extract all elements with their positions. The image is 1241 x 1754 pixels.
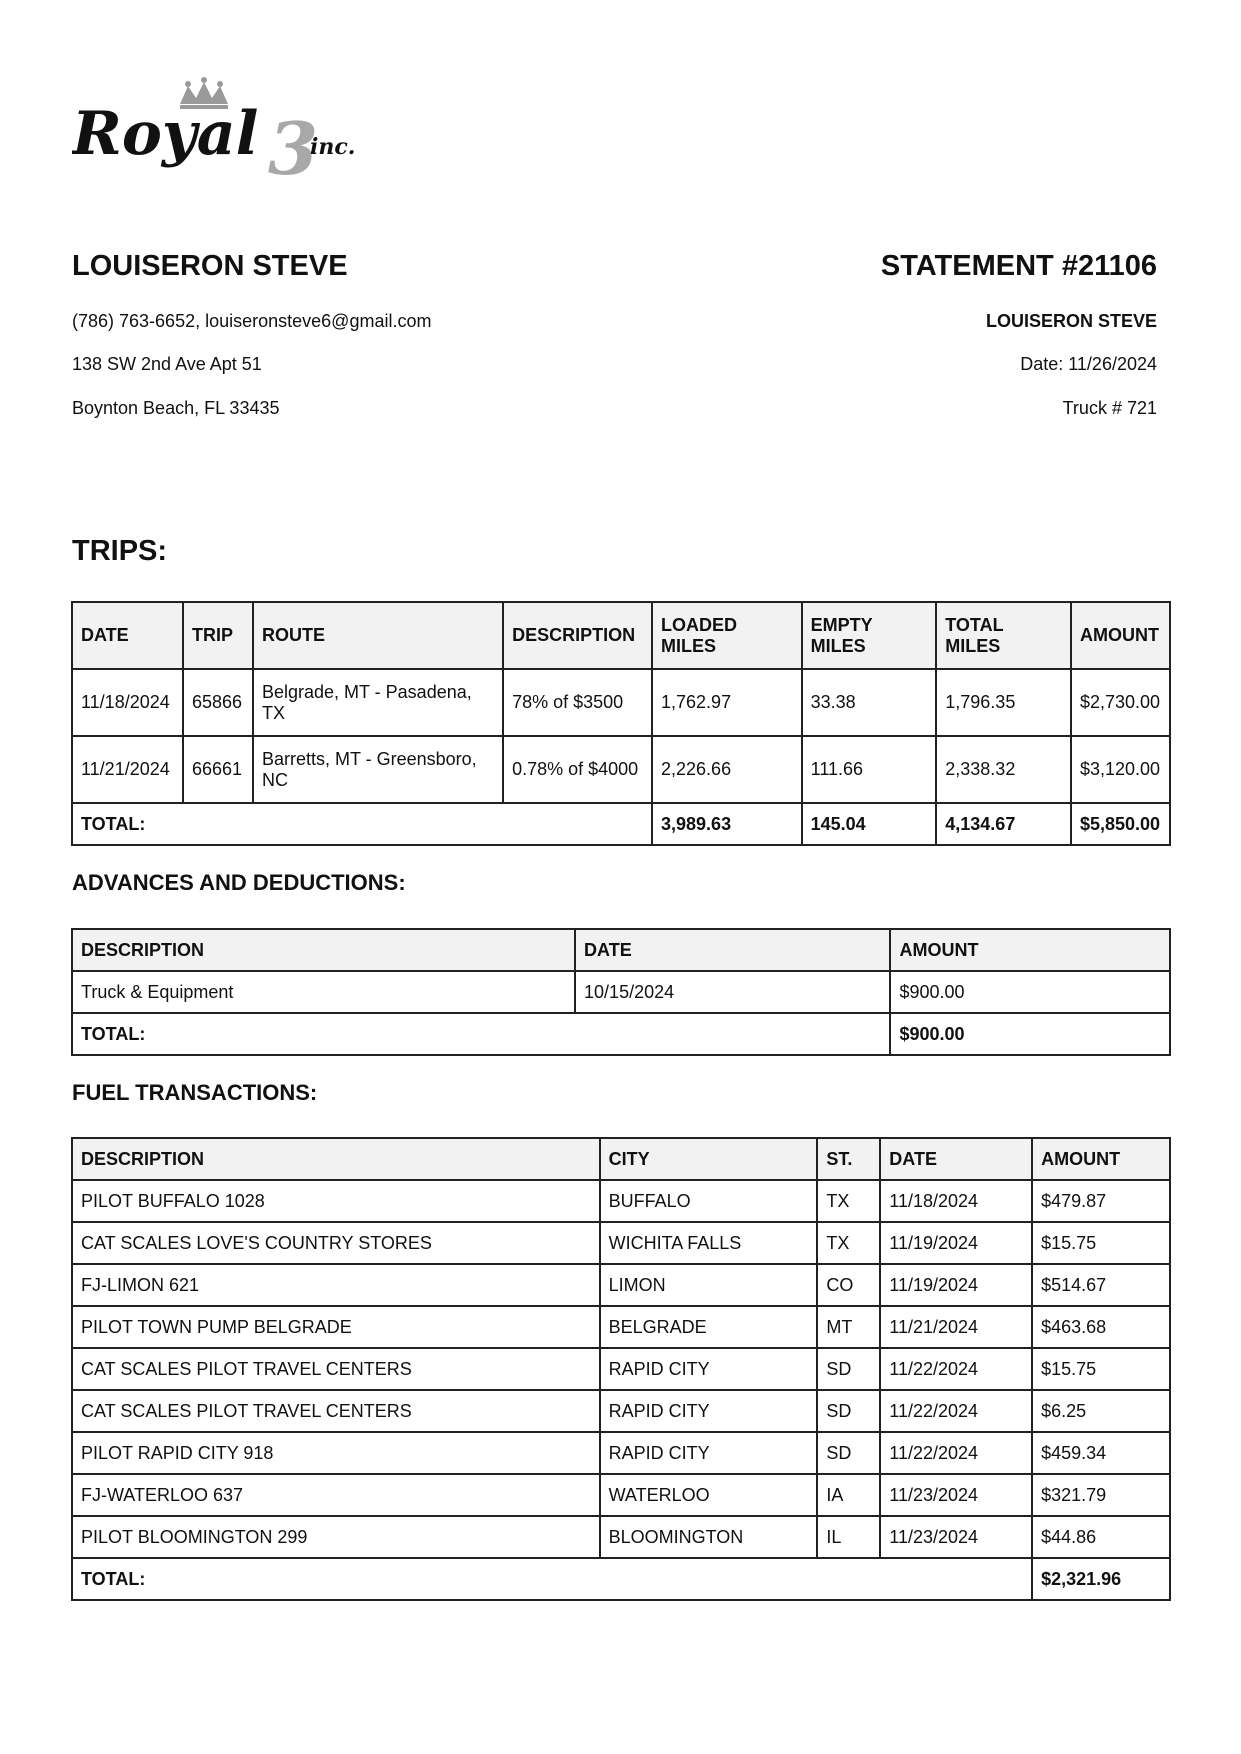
- driver-name: LOUISERON STEVE: [72, 250, 348, 282]
- fuel-description: FJ-LIMON 621: [72, 1264, 600, 1306]
- trip-description: 0.78% of $4000: [503, 736, 652, 803]
- advances-total-row: [72, 1013, 1170, 1055]
- fuel-table: [71, 1137, 1171, 1601]
- trips-table: [71, 601, 1171, 846]
- fuel-amount: $6.25: [1032, 1390, 1170, 1432]
- table-row: [72, 1180, 1170, 1222]
- fuel-header-city: CITY: [600, 1138, 818, 1180]
- trips-total-amount: $5,850.00: [1071, 803, 1170, 845]
- fuel-description: CAT SCALES PILOT TRAVEL CENTERS: [72, 1348, 600, 1390]
- driver-contact: (786) 763-6652, louiseronsteve6@gmail.com: [72, 311, 432, 331]
- advance-description: Truck & Equipment: [72, 971, 575, 1013]
- fuel-date: 11/18/2024: [880, 1180, 1032, 1222]
- fuel-state: SD: [817, 1390, 880, 1432]
- fuel-state: CO: [817, 1264, 880, 1306]
- fuel-amount: $15.75: [1032, 1348, 1170, 1390]
- trips-total-row: [72, 803, 1170, 845]
- trips-total-miles: 4,134.67: [936, 803, 1071, 845]
- statement-truck: Truck # 721: [1062, 398, 1157, 418]
- table-row: [72, 1222, 1170, 1264]
- trip-number: 66661: [183, 736, 253, 803]
- fuel-city: RAPID CITY: [600, 1432, 818, 1474]
- advances-table: [71, 928, 1171, 1056]
- driver-address-line2: Boynton Beach, FL 33435: [72, 398, 280, 418]
- fuel-state: SD: [817, 1432, 880, 1474]
- table-row: [72, 736, 1170, 803]
- trip-loaded-miles: 1,762.97: [652, 669, 802, 736]
- statement-driver-name: LOUISERON STEVE: [985, 311, 1157, 331]
- trips-total-empty: 145.04: [802, 803, 937, 845]
- table-row: [72, 1264, 1170, 1306]
- table-row: [72, 1306, 1170, 1348]
- table-row: [72, 1348, 1170, 1390]
- fuel-date: 11/22/2024: [880, 1348, 1032, 1390]
- fuel-total-amount: $2,321.96: [1032, 1558, 1170, 1600]
- fuel-header-row: [72, 1138, 1170, 1180]
- trip-amount: $3,120.00: [1071, 736, 1170, 803]
- fuel-amount: $479.87: [1032, 1180, 1170, 1222]
- advances-header-date: DATE: [575, 929, 890, 971]
- trips-title: TRIPS:: [72, 535, 168, 567]
- advances-total-amount: $900.00: [890, 1013, 1170, 1055]
- table-row: [72, 1390, 1170, 1432]
- trip-total-miles: 1,796.35: [936, 669, 1071, 736]
- fuel-description: PILOT BLOOMINGTON 299: [72, 1516, 600, 1558]
- driver-address-line1: 138 SW 2nd Ave Apt 51: [72, 354, 262, 374]
- table-row: [72, 1516, 1170, 1558]
- trip-empty-miles: 33.38: [802, 669, 937, 736]
- table-row: [72, 669, 1170, 736]
- trips-total-label: TOTAL:: [72, 803, 652, 845]
- statement-title: STATEMENT #21106: [880, 250, 1157, 282]
- fuel-state: TX: [817, 1222, 880, 1264]
- fuel-state: MT: [817, 1306, 880, 1348]
- fuel-city: WATERLOO: [600, 1474, 818, 1516]
- fuel-city: BELGRADE: [600, 1306, 818, 1348]
- fuel-state: SD: [817, 1348, 880, 1390]
- trips-header-route: ROUTE: [253, 602, 503, 669]
- logo-script-text: Royal: [72, 99, 259, 169]
- fuel-total-row: [72, 1558, 1170, 1600]
- company-logo: [72, 72, 392, 192]
- fuel-city: BLOOMINGTON: [600, 1516, 818, 1558]
- trip-route: Belgrade, MT - Pasadena, TX: [253, 669, 503, 736]
- trip-description: 78% of $3500: [503, 669, 652, 736]
- fuel-date: 11/22/2024: [880, 1390, 1032, 1432]
- fuel-date: 11/19/2024: [880, 1264, 1032, 1306]
- advances-header-description: DESCRIPTION: [72, 929, 575, 971]
- statement-date: Date: 11/26/2024: [1020, 354, 1157, 374]
- fuel-amount: $463.68: [1032, 1306, 1170, 1348]
- fuel-title: FUEL TRANSACTIONS:: [72, 1080, 318, 1105]
- fuel-amount: $15.75: [1032, 1222, 1170, 1264]
- fuel-city: BUFFALO: [600, 1180, 818, 1222]
- fuel-state: IL: [817, 1516, 880, 1558]
- fuel-date: 11/19/2024: [880, 1222, 1032, 1264]
- fuel-date: 11/23/2024: [880, 1474, 1032, 1516]
- advances-total-label: TOTAL:: [72, 1013, 890, 1055]
- fuel-state: IA: [817, 1474, 880, 1516]
- fuel-date: 11/21/2024: [880, 1306, 1032, 1348]
- table-row: [72, 971, 1170, 1013]
- trips-header-row: [72, 602, 1170, 669]
- fuel-amount: $514.67: [1032, 1264, 1170, 1306]
- fuel-header-date: DATE: [880, 1138, 1032, 1180]
- trip-empty-miles: 111.66: [802, 736, 937, 803]
- fuel-date: 11/22/2024: [880, 1432, 1032, 1474]
- trip-date: 11/18/2024: [72, 669, 183, 736]
- fuel-header-state: ST.: [817, 1138, 880, 1180]
- fuel-description: PILOT TOWN PUMP BELGRADE: [72, 1306, 600, 1348]
- fuel-city: RAPID CITY: [600, 1390, 818, 1432]
- fuel-description: FJ-WATERLOO 637: [72, 1474, 600, 1516]
- fuel-amount: $459.34: [1032, 1432, 1170, 1474]
- fuel-header-description: DESCRIPTION: [72, 1138, 600, 1180]
- fuel-state: TX: [817, 1180, 880, 1222]
- advance-amount: $900.00: [890, 971, 1170, 1013]
- fuel-header-amount: AMOUNT: [1032, 1138, 1170, 1180]
- fuel-city: RAPID CITY: [600, 1348, 818, 1390]
- trips-total-loaded: 3,989.63: [652, 803, 802, 845]
- table-row: [72, 1432, 1170, 1474]
- trip-number: 65866: [183, 669, 253, 736]
- trip-loaded-miles: 2,226.66: [652, 736, 802, 803]
- trips-header-date: DATE: [72, 602, 183, 669]
- fuel-description: PILOT BUFFALO 1028: [72, 1180, 600, 1222]
- fuel-description: PILOT RAPID CITY 918: [72, 1432, 600, 1474]
- trip-total-miles: 2,338.32: [936, 736, 1071, 803]
- advances-header-amount: AMOUNT: [890, 929, 1170, 971]
- logo-number-text: 3: [268, 106, 319, 191]
- advances-title: ADVANCES AND DEDUCTIONS:: [72, 870, 406, 895]
- fuel-description: CAT SCALES LOVE'S COUNTRY STORES: [72, 1222, 600, 1264]
- trips-header-total-miles: TOTAL MILES: [936, 602, 1071, 669]
- fuel-amount: $321.79: [1032, 1474, 1170, 1516]
- trip-date: 11/21/2024: [72, 736, 183, 803]
- trips-header-empty-miles: EMPTY MILES: [802, 602, 937, 669]
- trips-header-loaded-miles: LOADED MILES: [652, 602, 802, 669]
- trips-header-trip: TRIP: [183, 602, 253, 669]
- trips-header-amount: AMOUNT: [1071, 602, 1170, 669]
- fuel-total-label: TOTAL:: [72, 1558, 1032, 1600]
- trip-amount: $2,730.00: [1071, 669, 1170, 736]
- fuel-date: 11/23/2024: [880, 1516, 1032, 1558]
- fuel-description: CAT SCALES PILOT TRAVEL CENTERS: [72, 1390, 600, 1432]
- fuel-city: LIMON: [600, 1264, 818, 1306]
- logo-suffix-text: inc.: [310, 134, 356, 160]
- table-row: [72, 1474, 1170, 1516]
- advance-date: 10/15/2024: [575, 971, 890, 1013]
- trips-header-description: DESCRIPTION: [503, 602, 652, 669]
- trip-route: Barretts, MT - Greensboro, NC: [253, 736, 503, 803]
- fuel-amount: $44.86: [1032, 1516, 1170, 1558]
- fuel-city: WICHITA FALLS: [600, 1222, 818, 1264]
- advances-header-row: [72, 929, 1170, 971]
